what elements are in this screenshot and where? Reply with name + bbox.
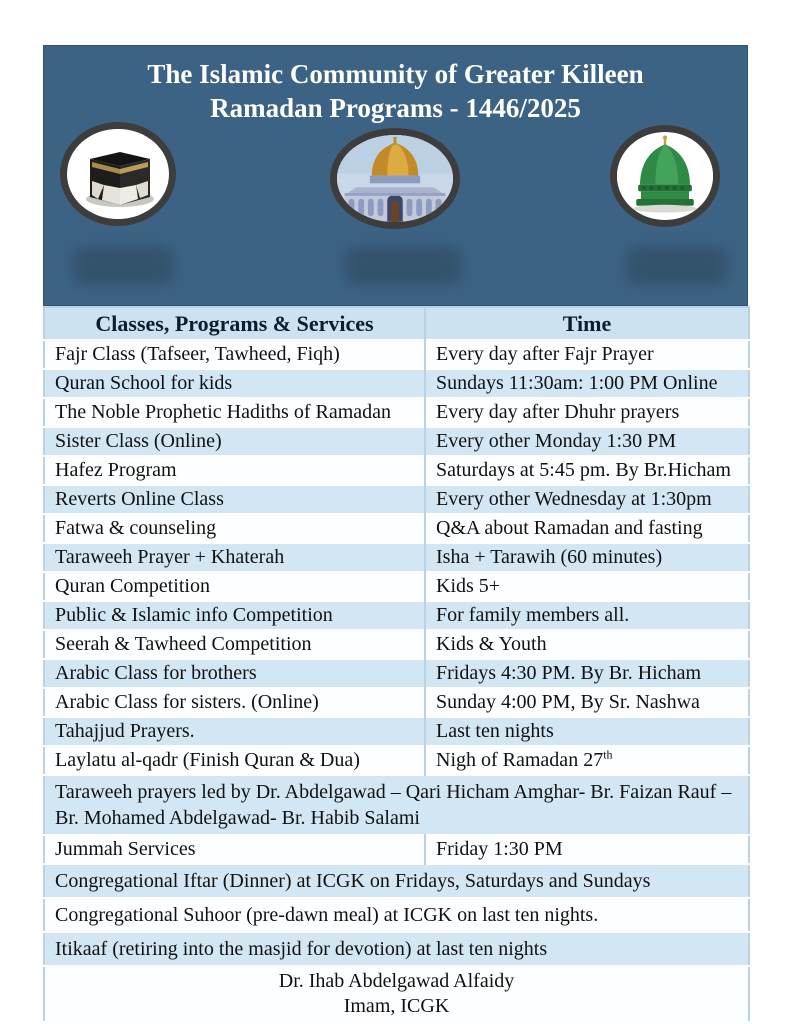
time-text: Nigh of Ramadan 27 — [436, 749, 604, 771]
program-cell: Taraweeh Prayer + Khaterah — [44, 543, 425, 572]
caption-smudge-center — [344, 247, 462, 285]
table-row — [44, 398, 749, 427]
time-cell: Friday 1:30 PM — [436, 838, 563, 860]
program-cell: Jummah Services — [44, 835, 425, 864]
table-row-full — [44, 864, 749, 898]
programs-table — [43, 306, 750, 1023]
full-width-cell: Taraweeh prayers led by Dr. Abdelgawad – Qari Hicham Amghar- Br. Faizan Rauf – Br. Mohamed Abdelgawad- Br. Habib Salami — [55, 781, 732, 829]
program-cell: Fatwa & counseling — [44, 514, 425, 543]
imam-name: Dr. Ihab Abdelgawad Alfaidy — [278, 970, 515, 992]
full-width-cell: Congregational Suhoor (pre-dawn meal) at ICGK on last ten nights. — [55, 904, 599, 926]
program-cell: Hafez Program — [44, 456, 425, 485]
program-cell: Arabic Class for brothers — [44, 659, 425, 688]
time-cell: Q&A about Ramadan and fasting — [436, 517, 703, 539]
program-cell: Fajr Class (Tafseer, Tawheed, Fiqh) — [44, 340, 425, 369]
table-row-full — [44, 932, 749, 966]
program-cell: Tahajjud Prayers. — [44, 717, 425, 746]
time-cell: Fridays 4:30 PM. By Br. Hicham — [436, 662, 702, 684]
table-row — [44, 427, 749, 456]
kaaba-illustration — [67, 129, 169, 219]
table-row — [44, 485, 749, 514]
table-row — [44, 369, 749, 398]
program-cell: Quran Competition — [44, 572, 425, 601]
time-cell: Kids & Youth — [436, 633, 547, 655]
time-cell: Sunday 4:00 PM, By Sr. Nashwa — [436, 691, 700, 713]
green-dome-illustration — [617, 132, 713, 220]
dome-of-the-rock-icon — [330, 128, 460, 229]
table-row — [44, 835, 749, 864]
program-cell: The Noble Prophetic Hadiths of Ramadan — [44, 398, 425, 427]
time-cell: Every other Wednesday at 1:30pm — [436, 488, 712, 510]
column-header-programs: Classes, Programs & Services — [44, 307, 425, 340]
imam-title: Imam, ICGK — [343, 995, 450, 1017]
table-row — [44, 340, 749, 369]
table-row — [44, 514, 749, 543]
time-cell: Every day after Dhuhr prayers — [436, 401, 680, 423]
dome-of-the-rock-illustration — [337, 135, 453, 222]
program-cell: Laylatu al-qadr (Finish Quran & Dua) — [44, 746, 425, 775]
time-cell: Kids 5+ — [436, 575, 501, 597]
column-header-time: Time — [425, 307, 749, 340]
full-width-cell: Congregational Iftar (Dinner) at ICGK on Fridays, Saturdays and Sundays — [55, 870, 651, 892]
time-cell: Saturdays at 5:45 pm. By Br.Hicham — [436, 459, 731, 481]
table-header-row — [44, 307, 749, 340]
program-cell: Public & Islamic info Competition — [44, 601, 425, 630]
time-cell — [425, 746, 749, 775]
green-dome-icon — [610, 125, 720, 227]
table-row — [44, 746, 749, 775]
program-cell: Seerah & Tawheed Competition — [44, 630, 425, 659]
table-row — [44, 601, 749, 630]
caption-smudge-left — [72, 247, 174, 285]
table-row-full — [44, 898, 749, 932]
program-cell: Arabic Class for sisters. (Online) — [44, 688, 425, 717]
ordinal-suffix: th — [603, 747, 613, 762]
table-row — [44, 717, 749, 746]
time-cell: Every other Monday 1:30 PM — [436, 430, 676, 452]
table-row-full — [44, 775, 749, 835]
program-cell: Reverts Online Class — [44, 485, 425, 514]
table-row — [44, 543, 749, 572]
table-row — [44, 688, 749, 717]
title-line-2: Ramadan Programs - 1446/2025 — [210, 93, 581, 123]
flyer-title — [44, 46, 747, 125]
table-row — [44, 630, 749, 659]
time-cell: Every day after Fajr Prayer — [436, 343, 654, 365]
time-cell: Sundays 11:30am: 1:00 PM Online — [436, 372, 718, 394]
program-cell: Quran School for kids — [44, 369, 425, 398]
kaaba-icon — [60, 122, 176, 226]
title-line-1: The Islamic Community of Greater Killeen — [147, 59, 644, 89]
imam-signature — [44, 966, 749, 1022]
table-footer-row — [44, 966, 749, 1022]
table-row — [44, 572, 749, 601]
time-cell: For family members all. — [436, 604, 630, 626]
header-panel — [43, 45, 748, 306]
table-row — [44, 659, 749, 688]
full-width-cell: Itikaaf (retiring into the masjid for devotion) at last ten nights — [55, 938, 548, 960]
time-cell: Last ten nights — [436, 720, 554, 742]
time-cell: Isha + Tarawih (60 minutes) — [436, 546, 663, 568]
caption-smudge-right — [626, 247, 728, 285]
table-row — [44, 456, 749, 485]
program-cell: Sister Class (Online) — [44, 427, 425, 456]
